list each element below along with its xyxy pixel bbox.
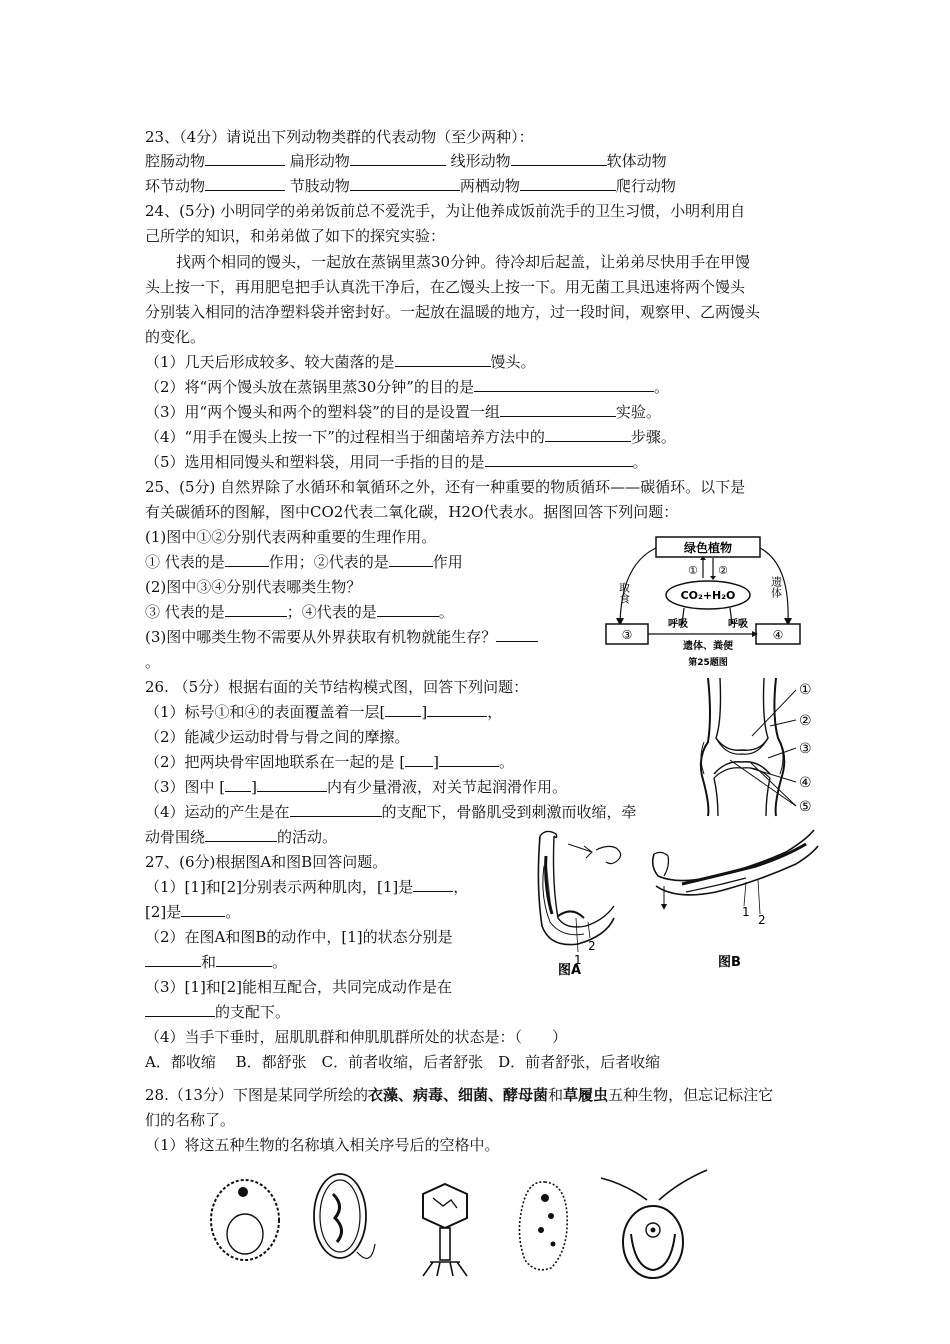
question-text: 。 bbox=[272, 953, 288, 971]
q27-options: A．都收缩 B．都舒张 C．前者收缩，后者舒张 D．前者舒张，后者收缩 bbox=[145, 1053, 661, 1071]
question-text: 。 bbox=[632, 453, 648, 471]
organisms-figure bbox=[205, 1164, 725, 1284]
q23-heading: 23、（4分）请说出下列动物类群的代表动物（至少两种）： bbox=[145, 128, 534, 146]
question-text: 的活动。 bbox=[277, 828, 338, 846]
question-text: （1）几天后形成较多、较大菌落的是 bbox=[145, 353, 395, 371]
q23-row-2 bbox=[145, 175, 676, 197]
answer-blank[interactable] bbox=[350, 151, 446, 166]
question-text: 作用 bbox=[432, 553, 463, 571]
q27-heading: 27、(6分)根据图A和图B回答问题。 bbox=[145, 853, 388, 871]
answer-blank[interactable] bbox=[350, 176, 460, 191]
answer-blank[interactable] bbox=[257, 777, 327, 792]
question-text: 实验。 bbox=[615, 403, 661, 421]
answer-blank[interactable] bbox=[496, 627, 538, 642]
q28-heading-1 bbox=[145, 1084, 773, 1106]
q25-heading-2: 有关碳循环的图解，图中CO2代表二氧化碳，H2O代表水。据图回答下列问题： bbox=[145, 503, 679, 521]
q26-sub-3: （2）把两块骨牢固地联系在一起的是 [ ] 。 bbox=[145, 753, 515, 771]
q24-heading-1: 24、(5分) 小明同学的弟弟饭前总不爱洗手，为让他养成饭前洗手的卫生习惯，小明利用自 bbox=[145, 202, 746, 220]
question-text: 和 bbox=[201, 953, 217, 971]
question-text: 的支配下，骨骼肌受到刺激而收缩，牵 bbox=[381, 803, 637, 821]
circle-2-label: ② bbox=[718, 564, 728, 577]
question-text: （4）运动的产生是在 bbox=[145, 803, 290, 821]
q24-sub-3 bbox=[145, 401, 661, 423]
animal-group-label: 两栖动物 bbox=[459, 177, 520, 195]
answer-blank[interactable] bbox=[145, 952, 201, 967]
arm-figure-b bbox=[646, 826, 820, 970]
virus-drawing bbox=[423, 1184, 467, 1276]
chlamydomonas-drawing bbox=[601, 1170, 707, 1278]
question-text: 内有少量滑液，对关节起润滑作用。 bbox=[327, 778, 568, 796]
animal-group-label: 扁形动物 bbox=[289, 152, 350, 170]
label-2: 2 bbox=[758, 913, 766, 927]
joint-label-5: ⑤ bbox=[799, 799, 812, 815]
circle-1-label: ① bbox=[688, 564, 698, 577]
q27-sub-4: （4）当手下垂时，屈肌肌群和伸肌肌群所处的状态是：（ ） bbox=[145, 1028, 568, 1046]
q26-sub-1: （1）标号①和④的表面覆盖着一层[ ] ， bbox=[145, 703, 503, 721]
organism-name: 草履虫 bbox=[563, 1086, 609, 1104]
question-text: （4）“用手在馒头上按一下”的过程相当于细菌培养方法中的 bbox=[145, 428, 545, 446]
box-3-label: ③ bbox=[621, 628, 633, 642]
q28-sub-1: （1）将这五种生物的名称填入相关序号后的空格中。 bbox=[145, 1136, 500, 1154]
remains-feces-label: 遗体、粪便 bbox=[683, 641, 733, 652]
q24-paragraph-2: 头上按一下，再用肥皂把手认真洗干净后，在乙馒头上按一下。用无菌工具迅速将两个馒头 bbox=[145, 278, 746, 296]
answer-blank[interactable] bbox=[225, 602, 287, 617]
joint-label-4: ④ bbox=[799, 775, 812, 791]
answer-blank[interactable] bbox=[474, 377, 654, 392]
joint-label-3: ③ bbox=[799, 741, 812, 757]
bracket-blank[interactable] bbox=[225, 777, 251, 792]
separator: 、 bbox=[397, 1086, 413, 1104]
q24-paragraph-4: 的变化。 bbox=[145, 328, 206, 346]
answer-blank[interactable] bbox=[205, 827, 277, 842]
question-text: 。 bbox=[653, 378, 669, 396]
question-text: （2）将“两个馒头放在蒸锅里蒸30分钟”的目的是 bbox=[145, 378, 474, 396]
q25-heading-1: 25、(5分) 自然界除了水循环和氧循环之外，还有一种重要的物质循环——碳循环。以下是 bbox=[145, 478, 746, 496]
yeast-drawing bbox=[211, 1180, 279, 1260]
question-text: 馒头。 bbox=[490, 353, 536, 371]
question-text: 。 bbox=[438, 603, 454, 621]
answer-blank[interactable] bbox=[413, 877, 453, 892]
answer-blank[interactable] bbox=[511, 151, 607, 166]
label-1: 1 bbox=[742, 905, 750, 919]
q25-sub-2-answer bbox=[145, 601, 454, 623]
question-text: ， bbox=[487, 703, 503, 721]
question-text: ；④代表的是 bbox=[286, 603, 377, 621]
q27-sub-1-cont bbox=[145, 901, 240, 923]
answer-blank[interactable] bbox=[205, 151, 285, 166]
question-text: （5）选用相同馒头和塑料袋，用同一手指的目的是 bbox=[145, 453, 485, 471]
question-text: 作用；②代表的是 bbox=[268, 553, 389, 571]
feeding-label: 取食 bbox=[617, 582, 631, 604]
question-text: 28.（13分）下图是某同学所绘的 bbox=[145, 1086, 368, 1104]
question-text: [2]是 bbox=[145, 903, 182, 921]
question-text: 。 bbox=[225, 903, 241, 921]
separator: 、 bbox=[488, 1086, 504, 1104]
remains-label: 遗体 bbox=[769, 576, 783, 598]
box-4-label: ④ bbox=[772, 628, 784, 642]
q25-sub-1-answer bbox=[145, 551, 463, 573]
answer-blank[interactable] bbox=[290, 802, 382, 817]
joint-label-1: ① bbox=[799, 682, 812, 698]
label-2: 2 bbox=[588, 939, 596, 953]
answer-blank[interactable] bbox=[145, 1002, 215, 1017]
q24-sub-4 bbox=[145, 426, 676, 448]
organism-name: 酵母菌 bbox=[503, 1086, 549, 1104]
q24-paragraph-1: 找两个相同的馒头，一起放在蒸锅里蒸30分钟。待冷却后起盖，让弟弟尽快用手在甲馒 bbox=[176, 253, 751, 271]
organism-name: 病毒 bbox=[412, 1086, 443, 1104]
answer-blank[interactable] bbox=[225, 552, 269, 567]
question-text: （1）标号①和④的表面覆盖着一层[ bbox=[145, 703, 386, 721]
q27-sub-2-cont bbox=[145, 951, 287, 973]
question-text: ， bbox=[453, 878, 469, 896]
q26-sub-5 bbox=[145, 801, 637, 823]
q27-sub-2: （2）在图A和图B的动作中，[1]的状态分别是 bbox=[145, 928, 453, 946]
answer-blank[interactable] bbox=[395, 352, 491, 367]
q26-sub-5-cont bbox=[145, 826, 337, 848]
arm-figure-a bbox=[528, 826, 638, 976]
animal-group-label: 环节动物 bbox=[145, 177, 206, 195]
bracket-blank[interactable] bbox=[405, 752, 433, 767]
q24-sub-2 bbox=[145, 376, 669, 398]
question-text: ① 代表的是 bbox=[145, 553, 225, 571]
question-text: ③ 代表的是 bbox=[145, 603, 225, 621]
answer-blank[interactable] bbox=[520, 176, 616, 191]
question-text: （3）用“两个馒头和两个的塑料袋”的目的是设置一组 bbox=[145, 403, 500, 421]
figure-a-label: 图A bbox=[558, 963, 582, 976]
answer-blank[interactable] bbox=[500, 402, 616, 417]
answer-blank[interactable] bbox=[485, 452, 633, 467]
q26-heading: 26. （5分）根据右面的关节结构模式图，回答下列问题： bbox=[145, 678, 529, 696]
q27-sub-3-cont bbox=[145, 1001, 290, 1023]
question-text: 和 bbox=[548, 1086, 564, 1104]
q25-sub-3 bbox=[145, 626, 538, 648]
q23-row-1 bbox=[145, 150, 667, 172]
question-text: (3)图中哪类生物不需要从外界获取有机物就能生存？ bbox=[145, 628, 497, 646]
organism-name: 衣藻 bbox=[367, 1086, 398, 1104]
figure-b-label: 图B bbox=[718, 955, 741, 970]
question-text: 。 bbox=[499, 753, 515, 771]
answer-blank[interactable] bbox=[545, 427, 631, 442]
q27-sub-3: （3）[1]和[2]能相互配合，共同完成动作是在 bbox=[145, 978, 453, 996]
answer-blank[interactable] bbox=[205, 176, 285, 191]
q27-sub-1 bbox=[145, 876, 468, 898]
question-text: （3）图中 [ bbox=[145, 778, 226, 796]
question-text: （2）把两块骨牢固地联系在一起的是 [ bbox=[145, 753, 406, 771]
animal-group-label: 线形动物 bbox=[450, 152, 511, 170]
animal-group-label: 腔肠动物 bbox=[145, 152, 206, 170]
co2-h2o-label: CO₂+H₂O bbox=[680, 589, 736, 602]
q26-sub-4: （3）图中 [ ] 内有少量滑液，对关节起润滑作用。 bbox=[145, 778, 568, 796]
animal-group-label: 软体动物 bbox=[606, 152, 667, 170]
q28-heading-2: 们的名称了。 bbox=[145, 1111, 236, 1129]
q26-sub-2: （2）能减少运动时骨与骨之间的摩擦。 bbox=[145, 728, 410, 746]
bacterium-drawing bbox=[314, 1174, 375, 1258]
joint-structure-diagram bbox=[690, 676, 820, 818]
paramecium-drawing bbox=[519, 1182, 567, 1270]
q24-sub-1 bbox=[145, 351, 536, 373]
label-1: 1 bbox=[574, 953, 582, 967]
q25-sub-1: (1)图中①②分别代表两种重要的生理作用。 bbox=[145, 528, 437, 546]
organism-name: 细菌 bbox=[458, 1086, 489, 1104]
question-text: 动骨围绕 bbox=[145, 828, 206, 846]
green-plant-label: 绿色植物 bbox=[683, 541, 733, 555]
answer-blank[interactable] bbox=[427, 702, 487, 717]
question-text: 的支配下。 bbox=[215, 1003, 291, 1021]
answer-blank[interactable] bbox=[181, 902, 225, 917]
carbon-cycle-diagram bbox=[604, 534, 804, 668]
question-text: 步骤。 bbox=[630, 428, 676, 446]
joint-label-2: ② bbox=[799, 713, 812, 729]
q25-sub-3-end: 。 bbox=[145, 653, 161, 671]
answer-blank[interactable] bbox=[377, 602, 439, 617]
figure-caption: 第25题图 bbox=[688, 658, 728, 668]
answer-blank[interactable] bbox=[439, 752, 499, 767]
respiration-label-1: 呼吸 bbox=[668, 619, 688, 630]
q25-sub-2: (2)图中③④分别代表哪类生物？ bbox=[145, 578, 362, 596]
q24-paragraph-3: 分别装入相同的洁净塑料袋并密封好。一起放在温暖的地方，过一段时间，观察甲、乙两馒头 bbox=[145, 303, 761, 321]
answer-blank[interactable] bbox=[389, 552, 433, 567]
animal-group-label: 节肢动物 bbox=[289, 177, 350, 195]
separator: 、 bbox=[443, 1086, 459, 1104]
respiration-label-2: 呼吸 bbox=[728, 619, 748, 630]
question-text: 五种生物，但忘记标注它 bbox=[608, 1086, 774, 1104]
answer-blank[interactable] bbox=[216, 952, 272, 967]
q24-sub-5 bbox=[145, 451, 648, 473]
bracket-blank[interactable] bbox=[385, 702, 421, 717]
question-text: （1）[1]和[2]分别表示两种肌肉，[1]是 bbox=[145, 878, 414, 896]
q24-heading-2: 己所学的知识，和弟弟做了如下的探究实验： bbox=[145, 227, 446, 245]
animal-group-label: 爬行动物 bbox=[615, 177, 676, 195]
